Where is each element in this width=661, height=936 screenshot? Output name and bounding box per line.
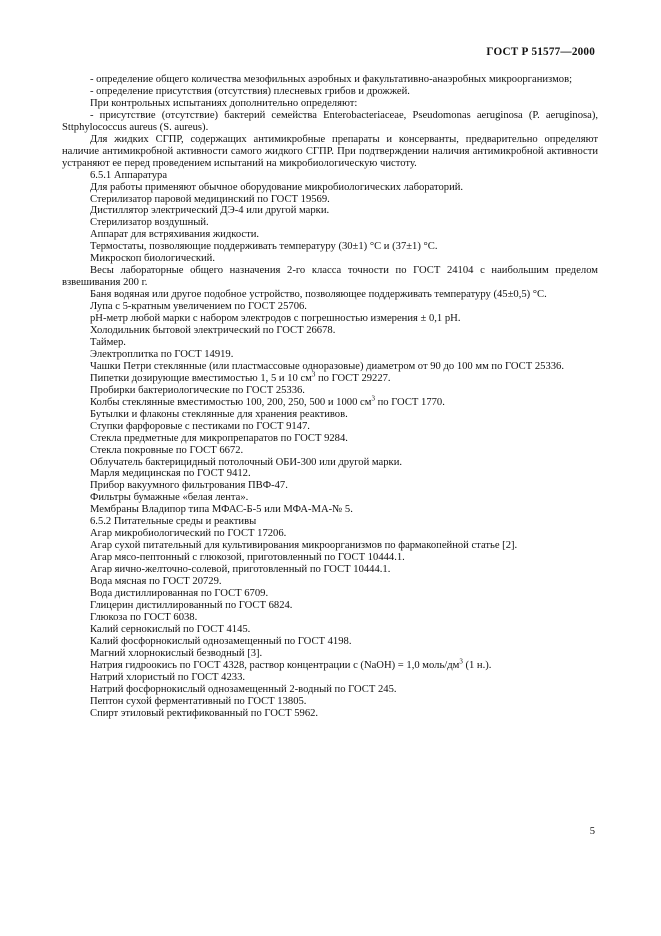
list-item: Стерилизатор воздушный. [90,217,209,229]
pipettes-tail: по ГОСТ 29227. [315,372,391,384]
paragraph: При контрольных испытаниях дополнительно определяют: [90,97,358,109]
list-item: Агар сухой питательный для культивирования микроорганизмов по фармакопейной статье [2]. [90,540,518,552]
naoh-tail: (1 н.). [462,659,492,671]
list-item: pH-метр любой марки с набором электродов с погрешностью измерения ± 0,1 pH. [90,313,461,325]
standard-header: ГОСТ Р 51577—2000 [486,46,595,58]
pipettes-text: Пипетки дозирующие вместимостью 1, 5 и 10 см [90,372,312,384]
list-item: Пробирки бактериологические по ГОСТ 25336. [90,384,305,396]
paragraph: Для жидких СГПР, содержащих антимикробные препараты и консерванты, предварительно определяют наличие антимикробной активности самого жидкого СГПР. При подтверждении наличия антимикробной активности устраняют ее перед проведением испытаний на микробиологическую чистоту. [62,133,598,169]
flasks-sup: 3 [371,394,375,403]
list-item: Фильтры бумажные «белая лента». [90,492,249,504]
naoh-text: Натрия гидроокись по ГОСТ 4328, раствор концентрации с (NaOH) = 1,0 моль/дм [90,659,460,671]
paragraph: - определение присутствия (отсутствия) плесневых грибов и дрожжей. [90,85,410,97]
list-item: Калий сернокислый по ГОСТ 4145. [90,623,251,635]
list-item: Бутылки и флаконы стеклянные для хранения реактивов. [90,408,348,420]
list-item: Марля медицинская по ГОСТ 9412. [90,468,251,480]
list-item: Весы лабораторные общего назначения 2-го класса точности по ГОСТ 24104 с наибольшим пределом взвешивания 200 г. [62,265,598,289]
list-item: Мембраны Владипор типа МФАС-Б-5 или МФА-МА-№ 5. [90,504,353,516]
section-heading-apparatus: 6.5.1 Аппаратура [90,169,168,181]
list-item: Агар микробиологический по ГОСТ 17206. [90,528,287,540]
list-item: Пептон сухой ферментативный по ГОСТ 13805. [90,695,307,707]
list-item: Глюкоза по ГОСТ 6038. [90,611,198,623]
list-item-flasks [62,394,598,409]
list-item: Баня водяная или другое подобное устройство, позволяющее поддерживать температуру (45±0,5) °С. [90,289,547,301]
list-item: Стекла предметные для микропрепаратов по ГОСТ 9284. [90,432,348,444]
list-item: Термостаты, позволяющие поддерживать температуру (30±1) °С и (37±1) °С. [90,241,438,253]
list-item: Ступки фарфоровые с пестиками по ГОСТ 9147. [90,420,310,432]
list-item: Вода дистиллированная по ГОСТ 6709. [90,587,269,599]
list-item: Агар мясо-пептонный с глюкозой, приготовленный по ГОСТ 10444.1. [90,552,405,564]
list-item: Чашки Петри стеклянные (или пластмассовые одноразовые) диаметром от 90 до 100 мм по ГОСТ 25336. [90,360,564,372]
list-item: Магний хлорнокислый безводный [3]. [90,647,263,659]
list-item: Натрий хлористый по ГОСТ 4233. [90,671,246,683]
flasks-text: Колбы стеклянные вместимостью 100, 200, 250, 500 и 1000 см [90,396,372,408]
list-item: Агар яично-желточно-солевой, приготовленный по ГОСТ 10444.1. [90,564,391,576]
list-item: Спирт этиловый ректификованный по ГОСТ 5962. [90,707,319,719]
list-item: Дистиллятор электрический ДЭ-4 или другой марки. [90,205,330,217]
pipettes-sup: 3 [311,370,316,379]
list-item: Стекла покровные по ГОСТ 6672. [90,444,244,456]
list-item-naoh [62,657,598,672]
list-item: Лупа с 5-кратным увеличением по ГОСТ 25706. [90,301,307,313]
paragraph: - присутствие (отсутствие) бактерий семейства Enterobacteriaceae, Pseudomonas aeruginosa (P. aeruginosa), Sttphylococcus aureus (S. aureus). [62,109,598,133]
page-body [62,74,598,719]
list-item: Микроскоп биологический. [90,253,215,265]
list-item: Натрий фосфорнокислый однозамещенный 2-водный по ГОСТ 245. [90,683,397,695]
list-item: Электроплитка по ГОСТ 14919. [90,348,234,360]
flasks-tail: по ГОСТ 1770. [374,396,445,408]
list-item: Холодильник бытовой электрический по ГОСТ 26678. [90,325,336,337]
list-item: Таймер. [90,336,126,348]
list-item: Стерилизатор паровой медицинский по ГОСТ 19569. [90,193,330,205]
page-number: 5 [589,826,595,837]
list-item: Вода мясная по ГОСТ 20729. [90,576,222,588]
list-item: Аппарат для встряхивания жидкости. [90,229,260,241]
list-item: Прибор вакуумного фильтрования ПВФ-47. [90,480,288,492]
section-heading-media: 6.5.2 Питательные среды и реактивы [90,516,257,528]
naoh-sup: 3 [459,657,463,666]
list-item: Калий фосфорнокислый однозамещенный по ГОСТ 4198. [90,635,352,647]
list-item: Облучатель бактерицидный потолочный ОБИ-300 или другой марки. [90,456,403,468]
list-item: Глицерин дистиллированный по ГОСТ 6824. [90,599,293,611]
paragraph: Для работы применяют обычное оборудование микробиологических лабораторий. [90,181,464,193]
paragraph: - определение общего количества мезофильных аэробных и факультативно-анаэробных микроорганизмов; [90,74,573,85]
list-item-pipettes [62,370,598,385]
